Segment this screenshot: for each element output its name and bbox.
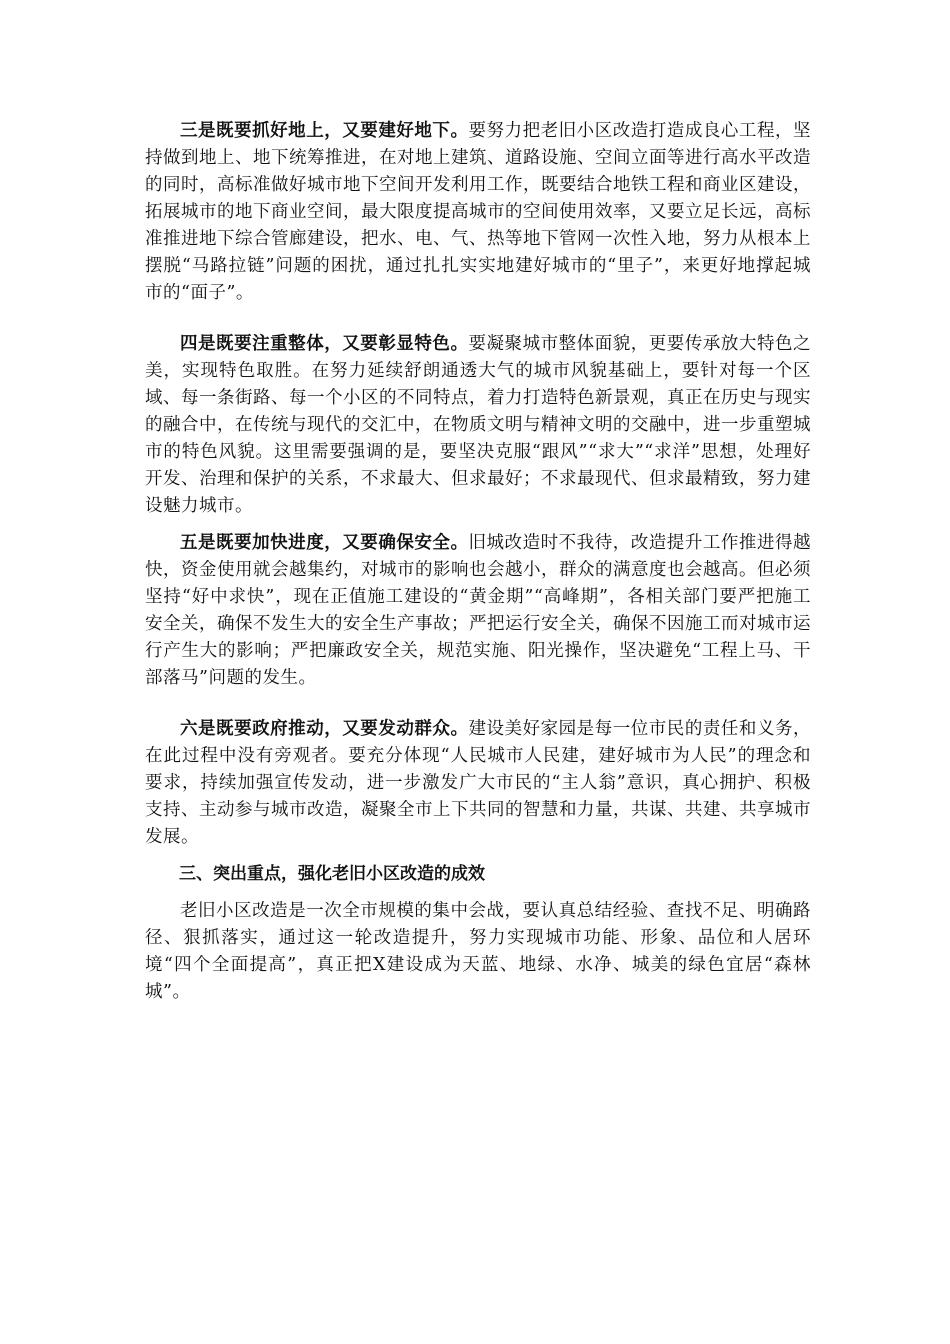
paragraph-lead: 六是既要政府推动，又要发动群众。 [180,719,469,739]
paragraph-text: 要努力把老旧小区改造打造成良心工程，坚持做到地上、地下统筹推进，在对地上建筑、道路设施、空间立面等进行高水平改造的同时，高标准做好城市地下空间开发利用工作，既要结合地铁工程和商业区建设，拓展城市的地下商业空间，最大限度提高城市的空间使用效率，又要立足长远，高标准推进地下综合管廊建设，把水、电、气、热等地下管网一次性入地，努力从根本上摆脱“马路拉链”问题的困扰，通过扎扎实实地建好城市的“里子”，来更好地撑起城市的“面子”。 [145,121,812,303]
paragraph-text: 旧城改造时不我待，改造提升工作推进得越快，资金使用就会越集约，对城市的影响也会越小，群众的满意度也会越高。但必须坚持“好中求快”，现在正值施工建设的“黄金期”“高峰期”，各相关部门要严把施工安全关，确保不发生大的安全生产事故；严把运行安全关，确保不因施工而对城市运行产生大的影响；严把廉政安全关，规范实施、阳光操作，坚决避免“工程上马、干部落马”问题的发生。 [145,533,812,688]
paragraph-lead: 五是既要加快进度，又要确保安全。 [180,533,469,553]
paragraph-text: 要凝聚城市整体面貌，更要传承放大特色之美，实现特色取胜。在努力延续舒朗通透大气的城市风貌基础上，要针对每一个区域、每一条街路、每一个小区的不同特点，着力打造特色新景观，真正在历史与现实的融合中，在传统与现代的交汇中，在物质文明与精神文明的交融中，进一步重塑城市的特色风貌。这里需要强调的是，要坚决克服“跟风”“求大”“求洋”思想，处理好开发、治理和保护的关系，不求最大、但求最好；不求最现代、但求最精致，努力建设魅力城市。 [145,334,812,516]
document-body [145,118,811,1006]
paragraph-closing: 老旧小区改造是一次全市规模的集中会战，要认真总结经验、查找不足、明确路径、狠抓落实，通过这一轮改造提升，努力实现城市功能、形象、品位和人居环境“四个全面提高”，真正把X建设成为天蓝、地绿、水净、城美的绿色宜居“森林城”。 [145,901,811,1002]
paragraph-safety [145,530,811,692]
paragraph-text: 建设美好家园是每一位市民的责任和义务，在此过程中没有旁观者。要充分体现“人民城市人民建，建好城市为人民”的理念和要求，持续加强宣传发动，进一步激发广大市民的“主人翁”意识，真心拥护、积极支持、主动参与城市改造，凝聚全市上下共同的智慧和力量，共谋、共建、共享城市发展。 [145,719,812,847]
paragraph-lead: 三是既要抓好地上，又要建好地下。 [180,121,469,141]
paragraph-public [145,716,811,851]
section-heading: 三、突出重点，强化老旧小区改造的成效 [179,864,485,884]
paragraph-character [145,331,811,520]
paragraph-lead: 四是既要注重整体，又要彰显特色。 [180,334,469,354]
paragraph-underground [145,118,811,307]
